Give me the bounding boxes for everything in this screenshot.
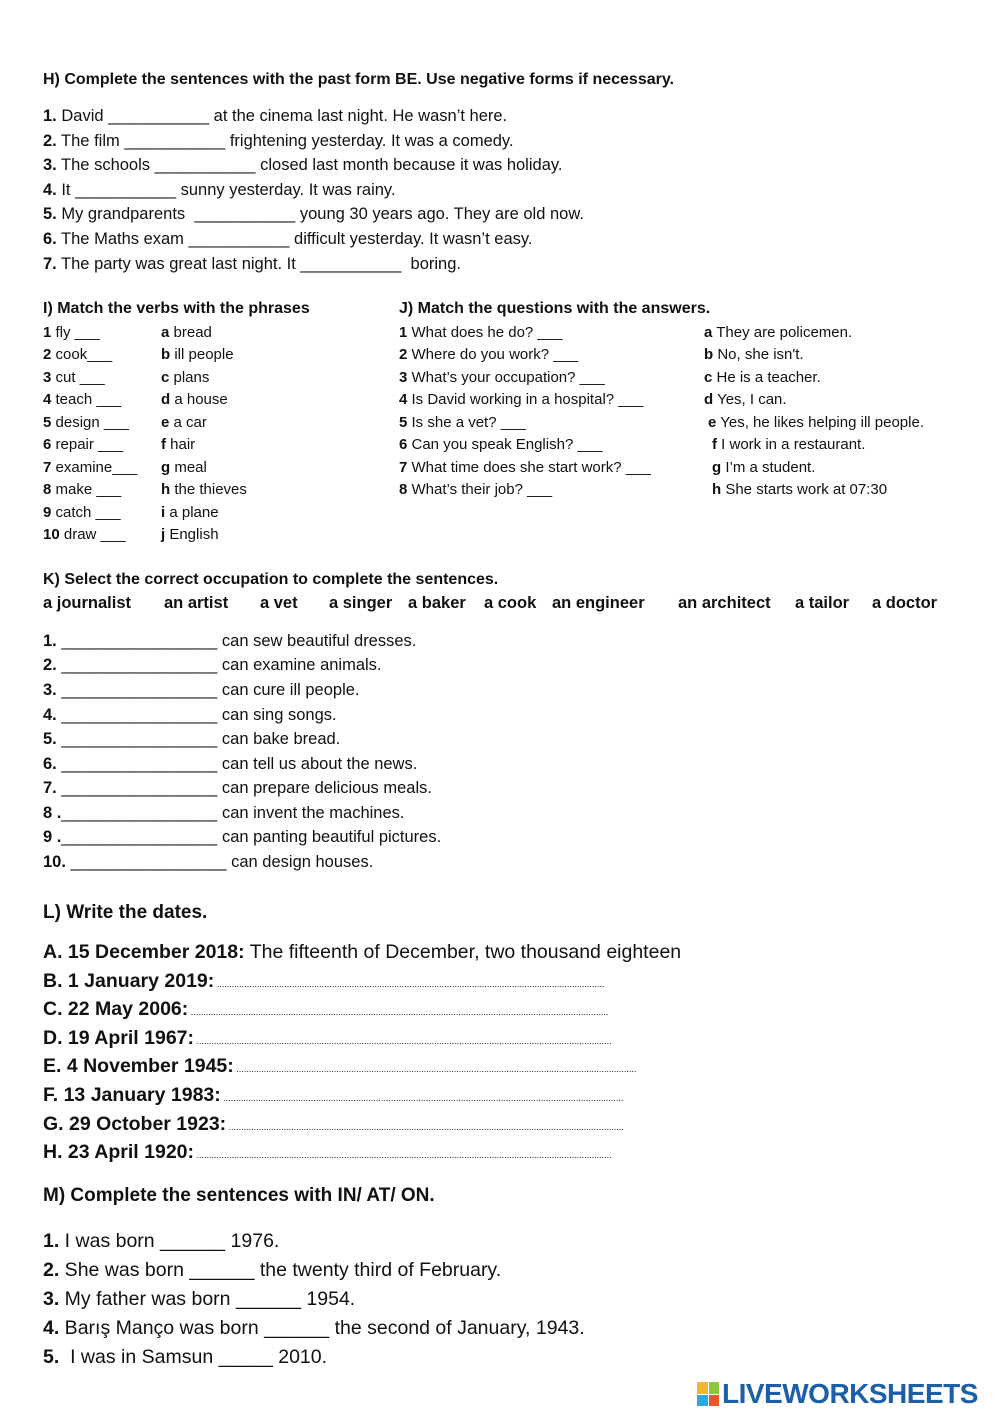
list-item: 3. _________________ can cure ill people. — [43, 681, 360, 699]
answer-item: e Yes, he likes helping ill people. — [708, 414, 924, 431]
section-h-title: H) Complete the sentences with the past form BE. Use negative forms if necessary. — [43, 71, 674, 88]
word-bank-item: a cook — [484, 594, 537, 612]
list-item: 6. The Maths exam ___________ difficult yesterday. It wasn’t easy. — [43, 230, 533, 248]
list-item: 7. The party was great last night. It ___________ boring. — [43, 255, 461, 273]
question-item: 3 What’s your occupation? ___ — [399, 369, 605, 386]
date-item: C. 22 May 2006: ....................................................................................................................................................................... — [43, 998, 609, 1020]
list-item: 7. _________________ can prepare delicious meals. — [43, 779, 432, 797]
list-item: 9 ._________________ can panting beautiful pictures. — [43, 828, 442, 846]
question-item: 4 Is David working in a hospital? ___ — [399, 391, 644, 408]
answer-item: f I work in a restaurant. — [712, 436, 866, 453]
phrase-item: b ill people — [161, 346, 234, 363]
answer-item: a They are policemen. — [704, 324, 853, 341]
date-item: D. 19 April 1967: ...................................................................................................................................................................... — [43, 1027, 612, 1049]
word-bank-item: an architect — [678, 594, 771, 612]
word-bank-item: a tailor — [795, 594, 850, 612]
verb-item: 3 cut ___ — [43, 369, 105, 386]
logo-text: LIVEWORKSHEETS — [722, 1378, 978, 1409]
list-item: 6. _________________ can tell us about the news. — [43, 755, 418, 773]
verb-item: 5 design ___ — [43, 414, 129, 431]
list-item: 1. I was born ______ 1976. — [43, 1230, 280, 1252]
list-item: 4. _________________ can sing songs. — [43, 706, 337, 724]
list-item: 3. My father was born ______ 1954. — [43, 1288, 356, 1310]
list-item: 5. My grandparents ___________ young 30 years ago. They are old now. — [43, 205, 584, 223]
question-item: 2 Where do you work? ___ — [399, 346, 579, 363]
date-item: G. 29 October 1923: .............................................................................................................................................................. — [43, 1113, 624, 1135]
question-item: 6 Can you speak English? ___ — [399, 436, 603, 453]
word-bank-item: a journalist — [43, 594, 132, 612]
verb-item: 8 make ___ — [43, 481, 122, 498]
question-item: 5 Is she a vet? ___ — [399, 414, 526, 431]
list-item: 4. It ___________ sunny yesterday. It was rainy. — [43, 181, 396, 199]
list-item: 10. _________________ can design houses. — [43, 853, 374, 871]
list-item: 4. Barış Manço was born ______ the second of January, 1943. — [43, 1317, 585, 1339]
logo-mark-icon — [697, 1382, 719, 1406]
phrase-item: d a house — [161, 391, 228, 408]
question-item: 8 What’s their job? ___ — [399, 481, 553, 498]
answer-item: g I’m a student. — [712, 459, 816, 476]
section-l-title: L) Write the dates. — [43, 902, 208, 923]
section-k-title: K) Select the correct occupation to complete the sentences. — [43, 571, 499, 588]
answer-item: b No, she isn't. — [704, 346, 804, 363]
list-item: 2. The film ___________ frightening yesterday. It was a comedy. — [43, 132, 514, 150]
list-item: 1. David ___________ at the cinema last night. He wasn’t here. — [43, 107, 508, 125]
section-m-title: M) Complete the sentences with IN/ AT/ ON. — [43, 1185, 435, 1206]
question-item: 7 What time does she start work? ___ — [399, 459, 651, 476]
word-bank-item: a singer — [329, 594, 393, 612]
question-item: 1 What does he do? ___ — [399, 324, 563, 341]
word-bank-item: an artist — [164, 594, 229, 612]
answer-item: d Yes, I can. — [704, 391, 787, 408]
date-example: A. 15 December 2018: The fifteenth of December, two thousand eighteen — [43, 941, 682, 963]
list-item: 1. _________________ can sew beautiful dresses. — [43, 632, 417, 650]
date-item: H. 23 April 1920: ...................................................................................................................................................................... — [43, 1141, 612, 1163]
phrase-item: c plans — [161, 369, 210, 386]
date-item: F. 13 January 1983: ................................................................................................................................................................ — [43, 1084, 624, 1106]
phrase-item: g meal — [161, 459, 207, 476]
phrase-item: e a car — [161, 414, 207, 431]
phrase-item: j English — [161, 526, 219, 543]
list-item: 2. _________________ can examine animals. — [43, 656, 382, 674]
liveworksheets-logo — [697, 1376, 978, 1412]
phrase-item: h the thieves — [161, 481, 247, 498]
section-j-title: J) Match the questions with the answers. — [399, 300, 711, 317]
answer-item: h She starts work at 07:30 — [712, 481, 888, 498]
list-item: 8 ._________________ can invent the machines. — [43, 804, 405, 822]
verb-item: 6 repair ___ — [43, 436, 124, 453]
date-item: B. 1 January 2019: ........................................................................................................................................................... — [43, 970, 605, 992]
verb-item: 2 cook___ — [43, 346, 113, 363]
verb-item: 10 draw ___ — [43, 526, 126, 543]
verb-item: 4 teach ___ — [43, 391, 122, 408]
verb-item: 1 fly ___ — [43, 324, 100, 341]
word-bank-item: an engineer — [552, 594, 645, 612]
verb-item: 7 examine___ — [43, 459, 138, 476]
list-item: 3. The schools ___________ closed last month because it was holiday. — [43, 156, 563, 174]
answer-item: c He is a teacher. — [704, 369, 821, 386]
word-bank-item: a doctor — [872, 594, 938, 612]
word-bank-item: a baker — [408, 594, 466, 612]
list-item: 5. _________________ can bake bread. — [43, 730, 341, 748]
list-item: 5. I was in Samsun _____ 2010. — [43, 1346, 328, 1368]
phrase-item: f hair — [161, 436, 196, 453]
phrase-item: a bread — [161, 324, 212, 341]
phrase-item: i a plane — [161, 504, 219, 521]
verb-item: 9 catch ___ — [43, 504, 121, 521]
list-item: 2. She was born ______ the twenty third of February. — [43, 1259, 502, 1281]
date-item: E. 4 November 1945: ................................................................................................................................................................ — [43, 1055, 637, 1077]
word-bank-item: a vet — [260, 594, 298, 612]
section-i-title: I) Match the verbs with the phrases — [43, 300, 310, 317]
